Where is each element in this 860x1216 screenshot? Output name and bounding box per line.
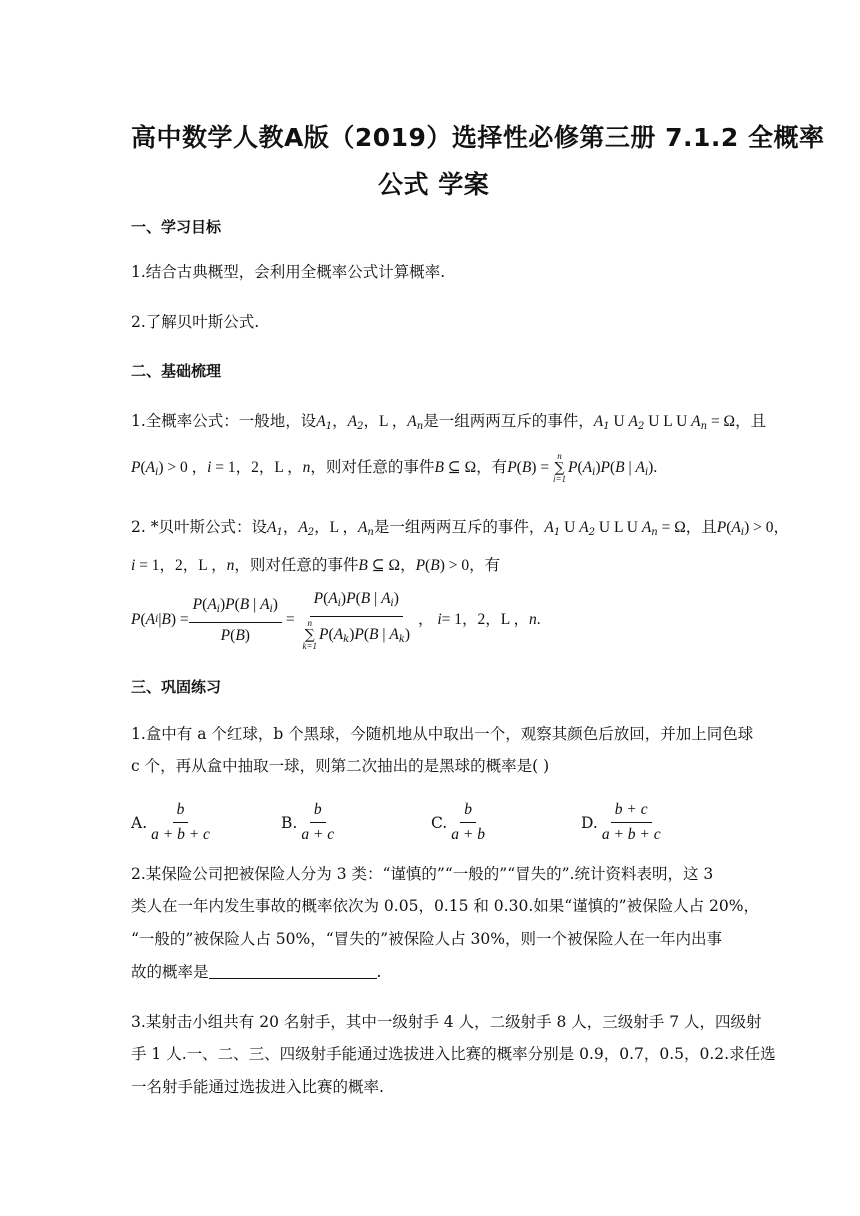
total-probability-end: ，且 bbox=[735, 412, 767, 430]
question-1-option-d[interactable]: D. $\frac{b + c}{a + b + c}$ bbox=[581, 801, 661, 843]
bayes-line2-mid: ，则对任意的事件 bbox=[234, 556, 359, 574]
section-heading-exercises: 三、巩固练习 bbox=[131, 678, 222, 696]
question-1-option-b[interactable]: B. $\frac{b}{a + c}$ bbox=[281, 801, 335, 843]
bayes-formula: P ( A i | B ) = $\frac{P(A_i)P(B | A_i)}{P(B)}$ = $P(A_i)P(B$ | $A_i$) n ∑ k=1 $P(A_k)P(B$ | $A_k$) ， i = 1，2，L ， n . bbox=[131, 590, 541, 651]
bayes-line2-have: ，有 bbox=[469, 556, 501, 574]
total-probability-mid: 是一组两两互斥的事件， bbox=[423, 412, 594, 430]
section-heading-goals: 一、学习目标 bbox=[131, 218, 222, 236]
total-probability-line-2: $P(A_i) > 0$ ，i = 1，2，L ，n，则对任意的事件B ⊆ Ω，有P(B) = n ∑ i=1 $P(A_i)P(B$ | $A_i$). bbox=[131, 451, 658, 484]
total-probability-line2-mid: ，则对任意的事件 bbox=[310, 458, 435, 476]
question-3-line-3: 一名射手能通过选拔进入比赛的概率. bbox=[131, 1078, 384, 1096]
bayes-fraction-1: $\frac{P(A_i)P(B | A_i)}{P(B)}$ bbox=[189, 594, 282, 646]
bayes-end: ，且 bbox=[685, 518, 717, 536]
bayes-fraction-2: $P(A_i)P(B$ | $A_i$) n ∑ k=1 $P(A_k)P(B$ | $A_k$) bbox=[302, 590, 411, 651]
question-3-line-1: 3.某射击小组共有 20 名射手，其中一级射手 4 人，二级射手 8 人，三级射手 7 人，四级射 bbox=[131, 1013, 762, 1031]
question-2-line-4: 故的概率是 . bbox=[131, 963, 382, 981]
summation-sign: n ∑ i=1 bbox=[552, 451, 567, 484]
question-3-line-2: 手 1 人.一、二、三、四级射手能通过选拔进入比赛的概率分别是 0.9，0.7，0.5，0.2.求任选 bbox=[131, 1045, 776, 1063]
question-1-line-2: c 个，再从盒中抽取一球，则第二次抽出的是黑球的概率是( ) bbox=[131, 757, 550, 775]
question-2-line-1: 2.某保险公司把被保险人分为 3 类：“谨慎的”“一般的”“冒失的”.统计资料表明，这 3 bbox=[131, 865, 714, 883]
bayes-line-2: i = 1，2，L ，n，则对任意的事件B ⊆ Ω，P(B) > 0，有 bbox=[131, 556, 501, 574]
question-2-line-2: 类人在一年内发生事故的概率依次为 0.05，0.15 和 0.30.如果“谨慎的”被保险人占 20%， bbox=[131, 897, 759, 915]
title-line-2: 公式 学案 bbox=[378, 170, 490, 199]
title-line-1: 高中数学人教A版（2019）选择性必修第三册 7.1.2 全概率 bbox=[131, 123, 825, 152]
bayes-line-1: 2. *贝叶斯公式：设$A_1$，$A_2$，L ，$A_n$是一组两两互斥的事件，$A_1$ U $A_2$ U L U $A_n = \Omega$，且$P(A_i) > 0$， bbox=[131, 518, 789, 538]
answer-blank[interactable] bbox=[209, 964, 377, 979]
bayes-lead: 2. *贝叶斯公式：设 bbox=[131, 518, 267, 536]
goal-item-1: 1.结合古典概型，会利用全概率公式计算概率. bbox=[131, 263, 446, 281]
question-1-option-c[interactable]: C. $\frac{b}{a + b}$ bbox=[431, 801, 485, 843]
question-1-option-a[interactable]: A. $\frac{b}{a + b + c}$ bbox=[131, 801, 210, 843]
total-probability-line-1: 1.全概率公式：一般地，设$A_1$，$A_2$，L ，$A_n$是一组两两互斥的事件，$A_1$ U $A_2$ U L U $A_n = \Omega$，且 bbox=[131, 412, 767, 432]
bayes-mid: 是一组两两互斥的事件， bbox=[373, 518, 545, 536]
question-1-line-1: 1.盒中有 a 个红球，b 个黑球，今随机地从中取出一个，观察其颜色后放回，并加上同色球 bbox=[131, 725, 754, 743]
goal-item-2: 2.了解贝叶斯公式. bbox=[131, 313, 260, 331]
total-probability-line2-have: ，有 bbox=[476, 458, 508, 476]
section-heading-basics: 二、基础梳理 bbox=[131, 362, 222, 380]
total-probability-lead: 1.全概率公式：一般地，设 bbox=[131, 412, 317, 430]
question-2-line-3: “一般的”被保险人占 50%，“冒失的”被保险人占 30%，则一个被保险人在一年内出事 bbox=[131, 930, 722, 948]
